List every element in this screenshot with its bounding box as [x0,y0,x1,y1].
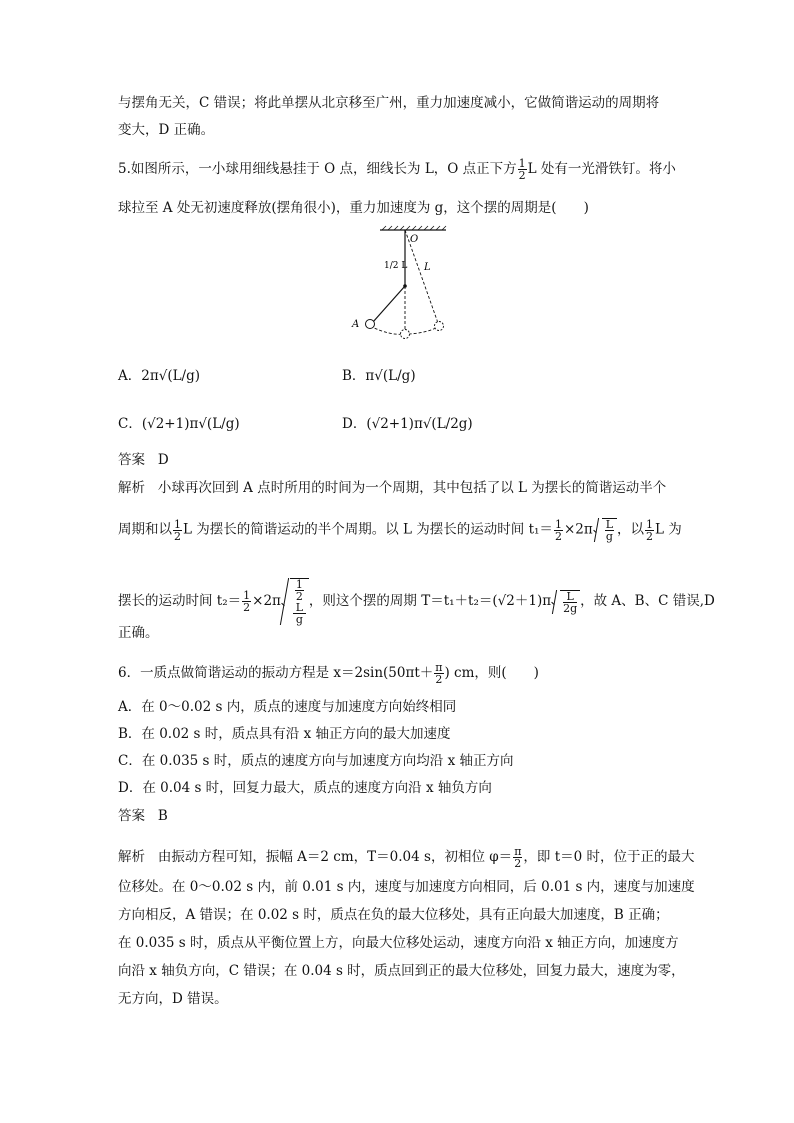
fraction-pi-over-2: $\frac{\pi}{2}$ [435,661,443,686]
ball-A [366,320,375,329]
q6-stem: 6．一质点做简谐运动的振动方程是 x＝2sin(50πt＋ $\frac{\pi}{2}$ ) cm，则( ) [118,661,539,686]
q6-answer: 答案 B [118,808,168,824]
ball-bottom [401,330,410,339]
q6-analysis-line-3: 方向相反，A 错误；在 0.02 s 时，质点在负的最大位移处，具有正向最大加速度，B 正确； [118,907,669,923]
q6-analysis-line-2: 位移处。在 0～0.02 s 内，前 0.01 s 内，速度与加速度方向相同，后 0.01 s 内，速度与加速度 [118,879,695,895]
sqrt-halfL-over-g: 1 2 L g [281,578,309,625]
q5-option-D: D．(√2+1)π√(L/2g) [342,416,473,432]
label-O: O [410,234,419,245]
sqrt-L-over-g: $\frac{L}{g}$ [593,518,617,542]
fraction-half: $\frac{1}{2}$ [646,517,654,543]
q5-stem-line-1: 5.如图所示，一小球用细线悬挂于 O 点，细线长为 L，O 点正下方 $\frac{1}{2}$ L 处有一光滑铁钉。将小 [118,157,676,182]
q5-option-A: A．2π√(L/g) [118,368,201,384]
fraction-half: $\frac{1}{2}$ [554,517,562,543]
label-L: L [424,262,431,273]
fraction-half: $\frac{1}{2}$ [174,517,181,543]
label-half-L: 1/2 L [384,261,408,271]
q5-answer: 答案 D [118,452,169,468]
ball-right [435,322,444,331]
q5-analysis-line-1: 解析 小球再次回到 A 点时所用的时间为一个周期，其中包括了以 L 为摆长的简谐运动半个 [118,480,667,496]
q6-analysis-line-6: 无方向，D 错误。 [118,991,228,1007]
ceiling-hatch [382,226,446,230]
fraction-pi-over-2: $\frac{\pi}{2}$ [514,845,522,870]
continued-line-2: 变大，D 正确。 [118,122,215,138]
q5-option-C: C．(√2+1)π√(L/g) [118,416,240,432]
q5-analysis-line-2: 周期和以 $\frac{1}{2}$ L 为摆长的简谐运动的半个周期。以 L 为摆长的运动时间 t₁＝ $\frac{1}{2}$ ×2π $\frac{L}{g}$ ，以 $\frac{1}{2}$ L 为 [118,517,682,543]
q6-option-B: B．在 0.02 s 时，质点具有沿 x 轴正方向的最大加速度 [118,726,451,742]
q6-option-D: D．在 0.04 s 时，回复力最大，质点的速度方向沿 x 轴负方向 [118,780,492,796]
continued-line-1: 与摆角无关，C 错误；将此单摆从北京移至广州，重力加速度减小，它做简谐运动的周期将 [118,95,660,111]
pendulum-figure [340,224,460,344]
q5-analysis-line-3: 摆长的运动时间 t₂＝ $\frac{1}{2}$ ×2π 1 2 L g ，则这个摆的周期 T＝t₁＋t₂＝(√2＋1)π $\frac{L}{2g}$ ，故 A、B、C 错误,D [118,578,715,626]
q5-option-B: B．π√(L/g) [342,368,416,384]
label-A: A [352,319,360,330]
fraction-half: $\frac{1}{2}$ [243,589,251,614]
q5-stem-line-2: 球拉至 A 处无初速度释放(摆角很小)，重力加速度为 g，这个摆的周期是( ) [118,200,589,216]
string-lower-A [373,286,405,322]
q6-option-C: C．在 0.035 s 时，质点的速度方向与加速度方向均沿 x 轴正方向 [118,753,514,769]
fraction-half: $\frac{1}{2}$ [518,157,526,182]
q6-analysis-line-1: 解析 由振动方程可知，振幅 A＝2 cm，T＝0.04 s，初相位 φ＝ $\frac{\pi}{2}$ ，即 t＝0 时，位于正的最大 [118,845,695,870]
q6-analysis-line-5: 向沿 x 轴负方向，C 错误；在 0.04 s 时，质点回到正的最大位移处，回复力最大，速度为零， [118,963,685,979]
q5-analysis-line-4: 正确。 [118,625,159,641]
q6-option-A: A．在 0～0.02 s 内，质点的速度与加速度方向始终相同 [118,699,457,715]
sqrt-L-over-2g: $\frac{L}{2g}$ [551,590,580,614]
q6-analysis-line-4: 在 0.035 s 时，质点从平衡位置上方，向最大位移处运动，速度方向沿 x 轴正方向，加速度方 [118,935,679,951]
